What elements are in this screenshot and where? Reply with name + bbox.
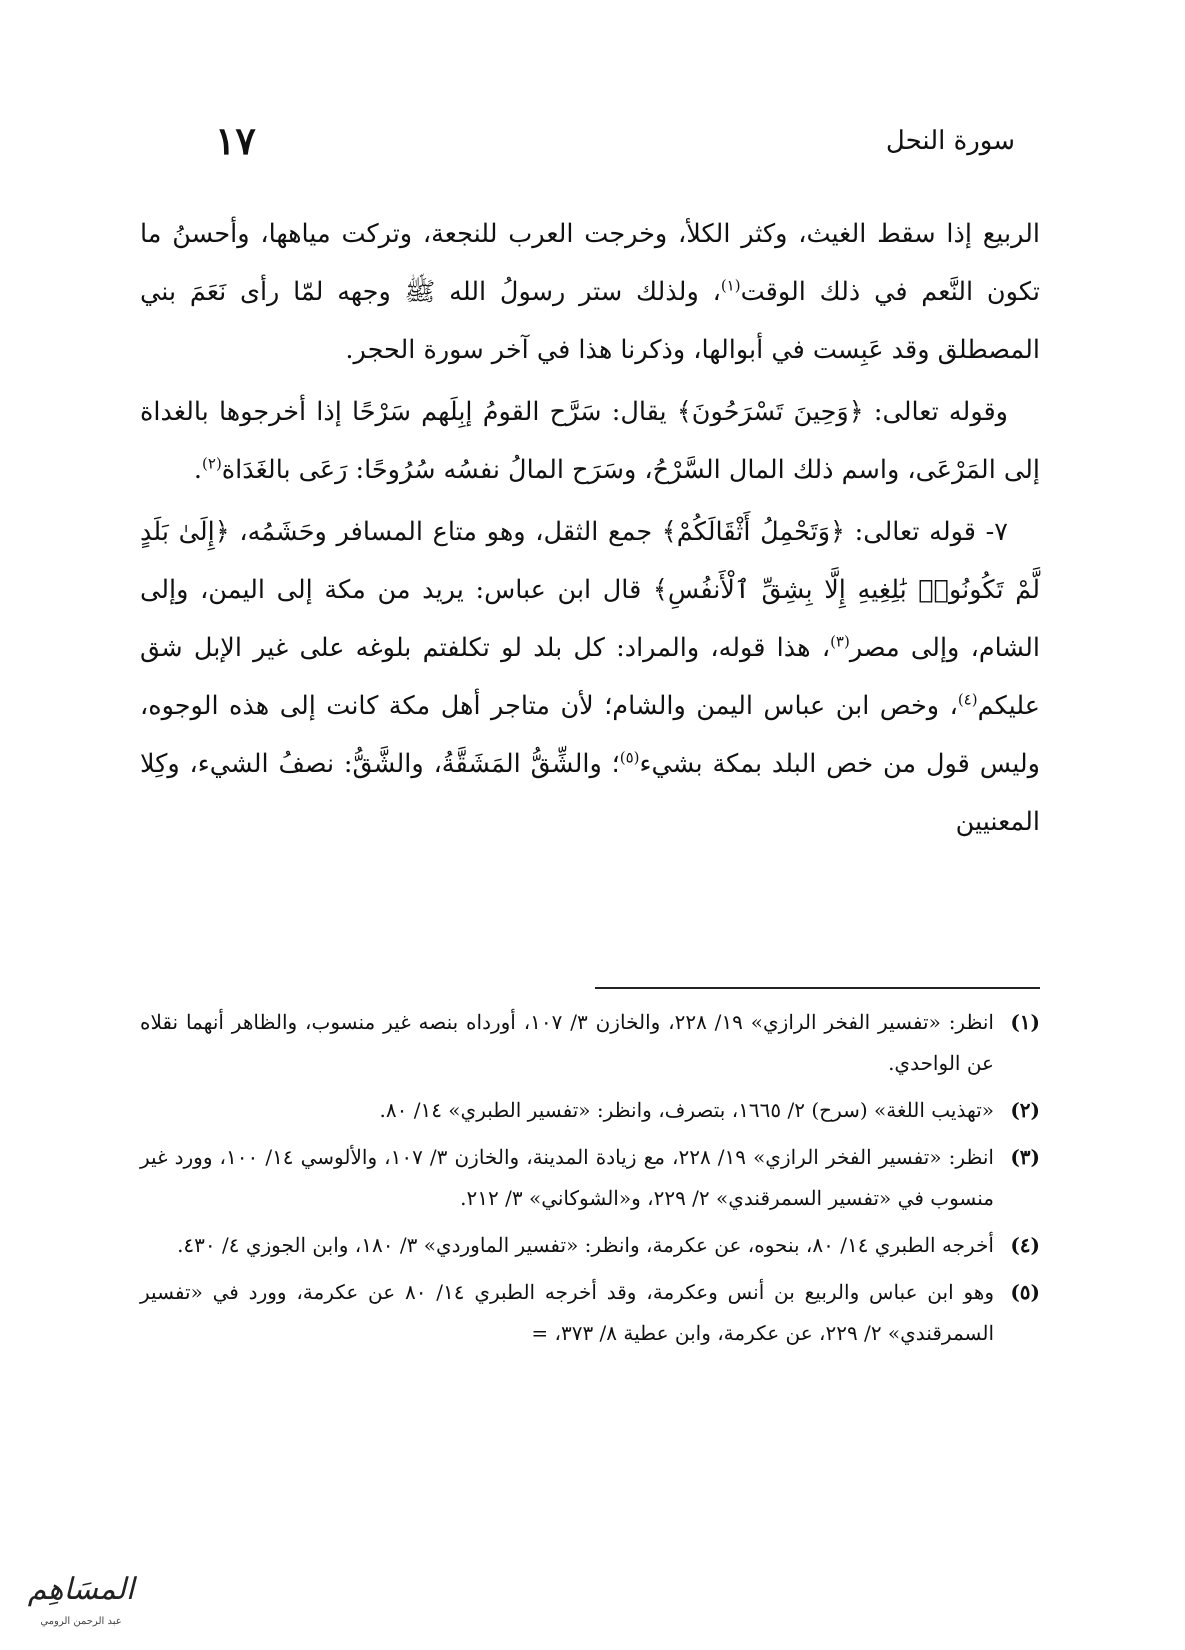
footnote-2 xyxy=(140,1090,1040,1131)
paragraph-2-part-b: . xyxy=(193,455,203,485)
footnote-5 xyxy=(140,1272,1040,1354)
footnote-ref-2: (٢) xyxy=(202,454,222,473)
watermark-logo xyxy=(6,1572,156,1634)
footnote-3 xyxy=(140,1137,1040,1219)
footnotes xyxy=(140,1002,1040,1360)
footnote-number: (٥) xyxy=(1010,1280,1040,1304)
surah-name: سورة النحل xyxy=(885,126,1015,156)
footnote-text: انظر: «تفسير الفخر الرازي» ١٩/ ٢٢٨، مع زيادة المدينة، والخازن ٣/ ١٠٧، والألوسي ١٤/ ١٠٠، وورد غير منسوب في «تفسير السمرقندي» ٢/ ٢٢٩، و«الشوكاني» ٣/ ٢١٢. xyxy=(140,1145,994,1210)
paragraph-1-part-b: ، ولذلك ستر رسولُ الله ﷺ وجهه لمّا رأى نَعَمَ بني المصطلق وقد عَبِست في أبوالها، وذكرنا هذا في آخر سورة الحجر. xyxy=(140,277,1040,365)
page-header xyxy=(215,118,1015,174)
footnote-text: أخرجه الطبري ١٤/ ٨٠، بنحوه، عن عكرمة، وانظر: «تفسير الماوردي» ٣/ ١٨٠، وابن الجوزي ٤/ ٤٣٠. xyxy=(177,1233,994,1257)
logo-subtext: عبد الرحمن الرومي xyxy=(40,1616,122,1627)
footnote-number: (٣) xyxy=(1010,1145,1040,1169)
paragraph-1 xyxy=(140,205,1040,379)
paragraph-3-part-a: ٧- قوله تعالى: ﴿وَتَحْمِلُ أَثْقَالَكُمْ﴾ جمع الثقل، وهو متاع المسافر وحَشَمُه، ﴿إِلَىٰ بَلَدٍ لَّمْ تَكُونُوا۟ بَٰلِغِيهِ إِلَّا بِشِقِّ ٱلْأَنفُسِ﴾ قال ابن عباس: يريد من مكة إلى اليمن، وإلى الشام، وإلى مصر xyxy=(140,517,1040,663)
body-text xyxy=(140,205,1040,855)
paragraph-3-part-d: ؛ والشِّقُّ المَشَقَّةُ، والشَّقُّ: نصفُ الشيء، وكِلا المعنيين xyxy=(140,749,1040,837)
footnote-1 xyxy=(140,1002,1040,1084)
footnote-ref-1: (١) xyxy=(720,276,741,295)
paragraph-3-part-b: ، هذا قوله، والمراد: كل بلد لو تكلفتم بلوغه على غير الإبل شق عليكم xyxy=(140,633,1040,721)
footnote-number: (٢) xyxy=(1010,1098,1040,1122)
page-number: ١٧ xyxy=(215,118,256,163)
footnote-text: وهو ابن عباس والربيع بن أنس وعكرمة، وقد أخرجه الطبري ١٤/ ٨٠ عن عكرمة، وورد في «تفسير السمرقندي» ٢/ ٢٢٩، عن عكرمة، وابن عطية ٨/ ٣٧٣، = xyxy=(140,1280,994,1345)
paragraph-2-part-a: وقوله تعالى: ﴿وَحِينَ تَسْرَحُونَ﴾ يقال: سَرَّح القومُ إبِلَهم سَرْحًا إذا أخرجوها بالغداة إلى المَرْعَى، واسم ذلك المال السَّرْحُ، وسَرَح المالُ نفسُه سُرُوحًا: رَعَى بالغَدَاة xyxy=(140,397,1040,485)
footnote-ref-5: (٥) xyxy=(619,748,640,767)
footnote-ref-3: (٣) xyxy=(830,632,850,651)
footnote-4 xyxy=(140,1225,1040,1266)
paragraph-1-part-a: الربيع إذا سقط الغيث، وكثر الكلأ، وخرجت العرب للنجعة، وتركت مياهها، وأحسنُ ما تكون النَّعم في ذلك الوقت xyxy=(140,219,1041,307)
paragraph-2 xyxy=(140,383,1040,499)
footnote-number: (٤) xyxy=(1010,1233,1040,1257)
footnote-text: انظر: «تفسير الفخر الرازي» ١٩/ ٢٢٨، والخازن ٣/ ١٠٧، أورداه بنصه غير منسوب، والظاهر أنهما نقلاه عن الواحدي. xyxy=(140,1010,994,1075)
footnote-divider xyxy=(595,987,1040,989)
footnote-number: (١) xyxy=(1010,1010,1040,1034)
footnote-text: «تهذيب اللغة» (سرح) ٢/ ١٦٦٥، بتصرف، وانظر: «تفسير الطبري» ١٤/ ٨٠. xyxy=(379,1098,994,1122)
footnote-ref-4: (٤) xyxy=(957,690,978,709)
logo-text: المسَاهِم xyxy=(27,1572,135,1607)
paragraph-3-part-c: ، وخص ابن عباس اليمن والشام؛ لأن متاجر أهل مكة كانت إلى هذه الوجوه، وليس قول من خص البلد بمكة بشيء xyxy=(140,691,1040,779)
paragraph-3 xyxy=(140,503,1040,851)
